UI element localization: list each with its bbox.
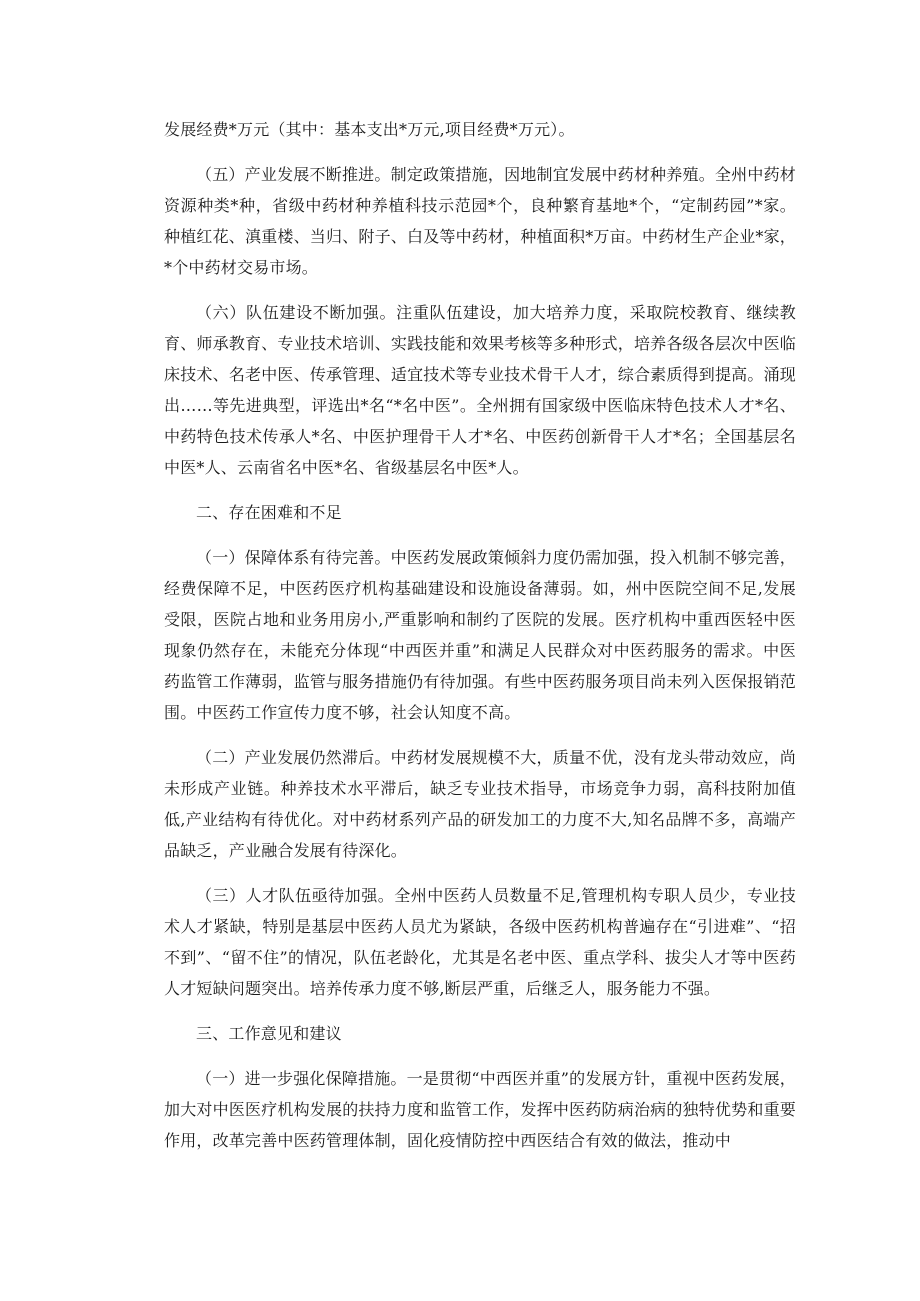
paragraph-talent-team: （三）人才队伍亟待加强。全州中医药人员数量不足,管理机构专职人员少，专业技术人才紧缺，特别是基层中医药人员尤为紧缺，各级中医药机构普遍存在“引进难”、“招不到”、“留不住”的情况，队伍老龄化，尤其是名老中医、重点学科、拔尖人才等中医药人才短缺问题突出。培养传承力度不够,断层严重，后继乏人，服务能力不强。	[164, 886, 796, 998]
document-page	[164, 114, 796, 1170]
paragraph-strengthen-measures: （一）进一步强化保障措施。一是贯彻“中西医并重”的发展方针，重视中医药发展，加大对中医医疗机构发展的扶持力度和监管工作，发挥中医药防病治病的独特优势和重要作用，改革完善中医药管理体制，固化疫情防控中西医结合有效的做法，推动中	[164, 1069, 796, 1150]
section-heading-suggestions: 三、工作意见和建议	[196, 1024, 342, 1043]
paragraph-guarantee-system: （一）保障体系有待完善。中医药发展政策倾斜力度仍需加强，投入机制不够完善，经费保障不足，中医药医疗机构基础建设和设施设备薄弱。如，州中医院空间不足,发展受限，医院占地和业务用房小,严重影响和制约了医院的发展。医疗机构中重西医轻中医现象仍然存在，未能充分体现“中西医并重”和满足人民群众对中医药服务的需求。中医药监管工作薄弱，监管与服务措施仍有待加强。有些中医药服务项目尚未列入医保报销范围。中医药工作宣传力度不够，社会认知度不高。	[164, 548, 796, 722]
section-heading-difficulties: 二、存在困难和不足	[196, 503, 342, 522]
paragraph-industry-development: （五）产业发展不断推进。制定政策措施，因地制宜发展中药材种养殖。全州中药材资源种类*种，省级中药材种养植科技示范园*个，良种繁育基地*个，“定制药园”*家。种植红花、滇重楼、当归、附子、白及等中药材，种植面积*万亩。中药材生产企业*家，*个中药材交易市场。	[164, 165, 797, 277]
paragraph-funding: 发展经费*万元（其中：基本支出*万元,项目经费*万元）。	[164, 120, 575, 139]
paragraph-team-building: （六）队伍建设不断加强。注重队伍建设，加大培养力度，采取院校教育、继续教育、师承教育、专业技术培训、实践技能和效果考核等多种形式，培养各级各层次中医临床技术、名老中医、传承管理、适宜技术等专业技术骨干人才，综合素质得到提高。涌现出……等先进典型，评选出*名“*名中医”。全州拥有国家级中医临床特色技术人才*名、中药特色技术传承人*名、中医护理骨干人才*名、中医药创新骨干人才*名；全国基层名中医*人、云南省名中医*名、省级基层名中医*人。	[164, 303, 796, 477]
paragraph-industry-lagging: （二）产业发展仍然滞后。中药材发展规模不大，质量不优，没有龙头带动效应，尚未形成产业链。种养技术水平滞后，缺乏专业技术指导，市场竞争力弱，高科技附加值低,产业结构有待优化。对中药材系列产品的研发加工的力度不大,知名品牌不多，高端产品缺乏，产业融合发展有待深化。	[164, 748, 796, 860]
